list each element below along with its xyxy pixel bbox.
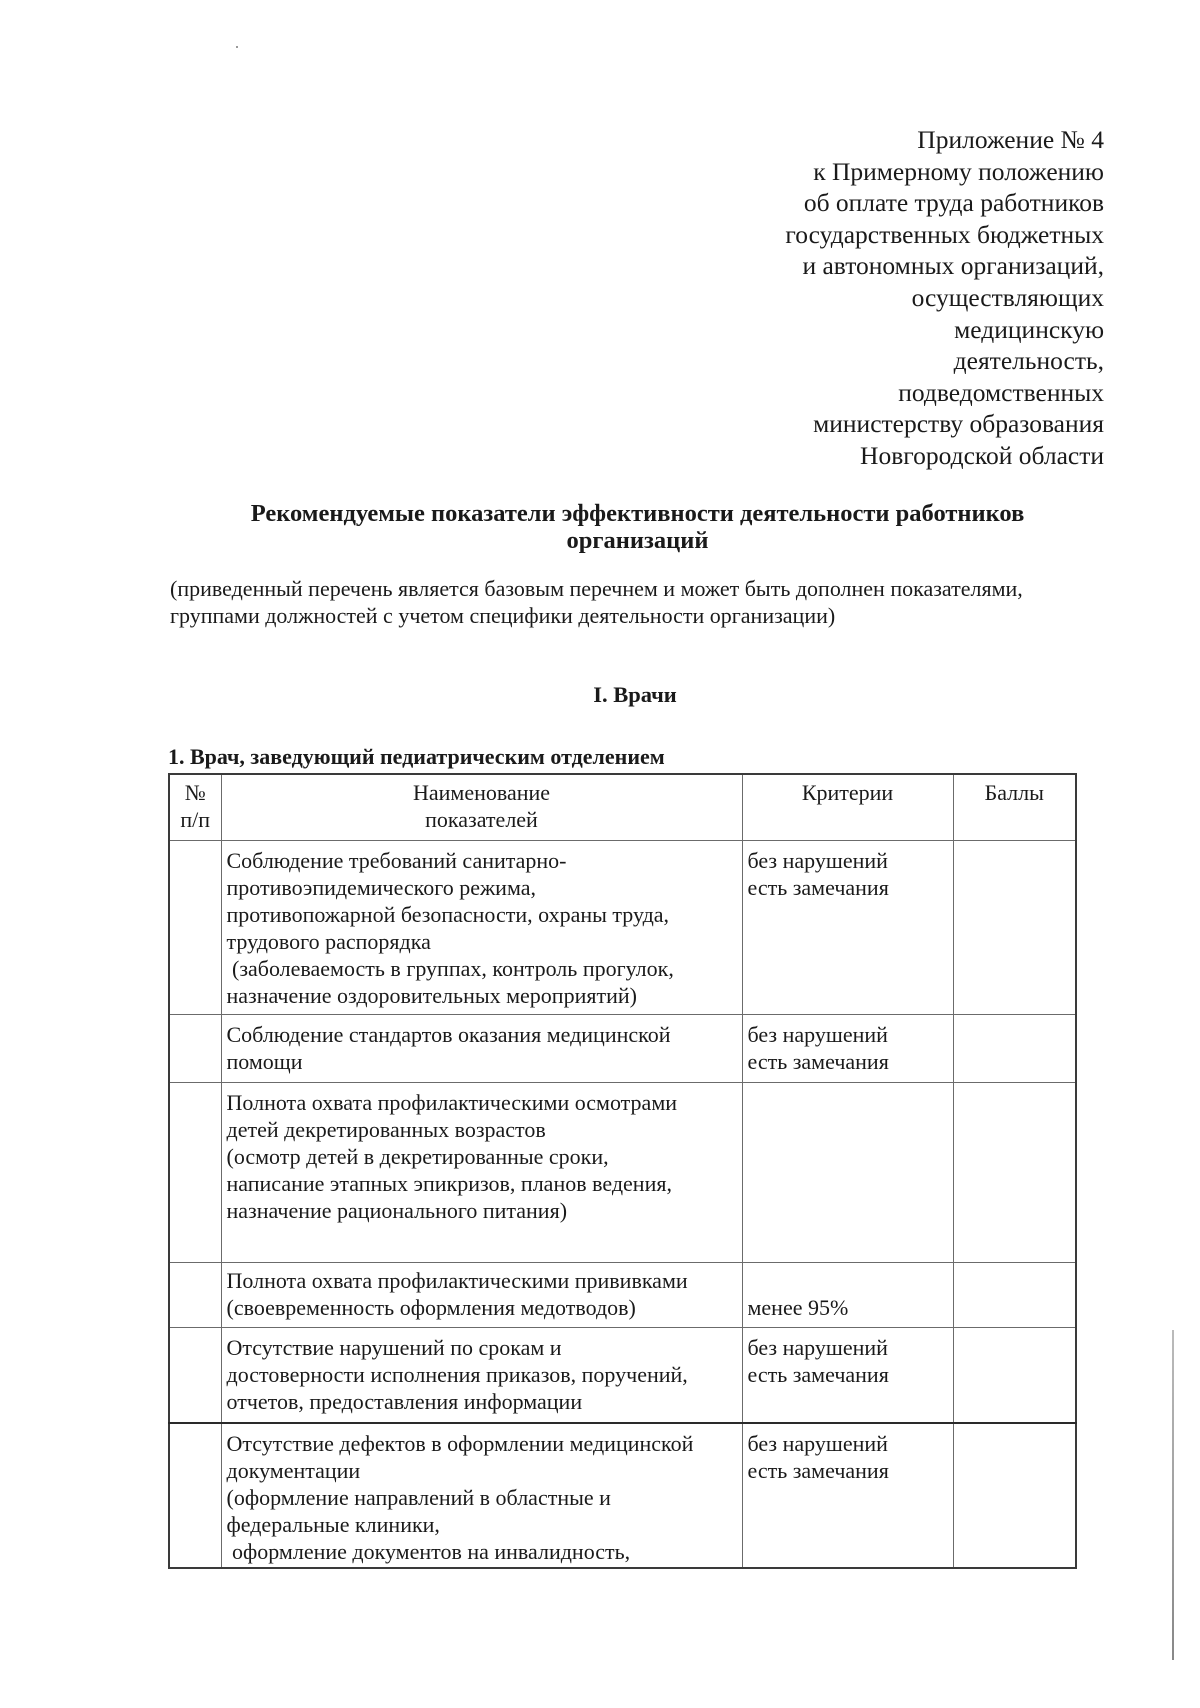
appendix-line: Приложение № 4 [917,125,1104,154]
header-points: Баллы [953,774,1076,841]
criteria-line: есть замечания [747,1049,889,1074]
name-line: Отсутствие нарушений по срокам и [226,1335,562,1360]
document-subtitle [170,575,1110,629]
row-points-cell [953,841,1076,1015]
name-line: Полнота охвата профилактическими прививками [226,1268,688,1293]
name-line: назначение рационального питания) [226,1198,568,1223]
name-line: помощи [226,1049,303,1074]
header-name-line: Наименование [412,780,551,805]
scan-edge-line [1172,1330,1174,1660]
header-name-line: показателей [425,807,538,832]
name-line: назначение оздоровительных мероприятий) [226,983,637,1008]
name-line: достоверности исполнения приказов, поручений, [226,1362,688,1387]
criteria-line: есть замечания [747,1457,889,1483]
criteria-line: без нарушений [747,1335,888,1360]
subtitle-line: (приведенный перечень является базовым перечнем и может быть дополнен показателями, [170,576,1023,601]
section-heading: I. Врачи [593,682,677,707]
row-name-cell [221,1083,742,1263]
row-criteria-cell [742,1328,953,1423]
name-line: противоэпидемического режима, [226,875,536,900]
name-line: оформление документов на инвалидность, [226,1538,631,1564]
name-line: (своевременность оформления медотводов) [226,1295,636,1320]
name-line: Отсутствие дефектов в оформлении медицинской [226,1430,694,1456]
name-line: противопожарной безопасности, охраны труда, [226,902,670,927]
title-line: организаций [566,527,709,554]
row-num-cell [169,841,221,1015]
criteria-line: менее 95% [747,1295,849,1320]
name-line: трудового распорядка [226,929,431,954]
table-row [169,1083,1076,1263]
table-row [169,1328,1076,1423]
row-num-cell [169,1328,221,1423]
row-name-cell [221,1015,742,1083]
header-criteria: Критерии [742,774,953,841]
criteria-line: без нарушений [747,1022,888,1047]
appendix-line: и автономных организаций, [802,251,1104,281]
row-criteria-cell [742,1015,953,1083]
appendix-line: медицинскую [954,314,1104,344]
row-name-cell [221,1423,742,1568]
scan-speck [236,46,238,48]
row-points-cell [953,1015,1076,1083]
criteria-line: есть замечания [747,1362,889,1387]
header-num-line: № [184,780,206,805]
appendix-line: государственных бюджетных [785,219,1104,249]
table-header-row [169,774,1076,841]
appendix-line: об оплате труда работников [803,188,1104,218]
row-criteria-cell [742,841,953,1015]
row-points-cell [953,1083,1076,1263]
row-num-cell [169,1423,221,1568]
name-line: детей декретированных возрастов [226,1117,546,1142]
appendix-line: министерству образования [813,409,1104,439]
name-line: Соблюдение требований санитарно- [226,848,567,873]
appendix-line: к Примерному положению [813,156,1104,186]
row-num-cell [169,1263,221,1328]
name-line: (заболеваемость в группах, контроль прогулок, [226,956,674,981]
name-line: документации [226,1457,361,1483]
table-row [169,1015,1076,1083]
name-line: федеральные клиники, [226,1511,440,1537]
header-num [169,774,221,841]
criteria-line: есть замечания [747,875,889,900]
appendix-line: осуществляющих [911,282,1104,312]
row-num-cell [169,1083,221,1263]
row-criteria-cell [742,1423,953,1568]
row-name-cell [221,1328,742,1423]
criteria-line: без нарушений [747,1430,888,1456]
name-line: (оформление направлений в областные и [226,1484,611,1510]
row-criteria-cell [742,1083,953,1263]
table-row [169,841,1076,1015]
subtitle-line: группами должностей с учетом специфики деятельности организации) [170,603,836,628]
table-row [169,1423,1076,1568]
title-line: Рекомендуемые показатели эффективности деятельности работников [250,500,1025,527]
row-num-cell [169,1015,221,1083]
row-criteria-cell [742,1263,953,1328]
name-line: отчетов, предоставления информации [226,1389,583,1414]
name-line: (осмотр детей в декретированные сроки, [226,1144,609,1169]
row-name-cell [221,841,742,1015]
table-caption: 1. Врач, заведующий педиатрическим отделением [168,744,665,769]
name-line: Полнота охвата профилактическими осмотрами [226,1090,678,1115]
row-points-cell [953,1423,1076,1568]
criteria-line: без нарушений [747,848,888,873]
appendix-line: Новгородской области [860,440,1104,470]
name-line: Соблюдение стандартов оказания медицинской [226,1022,671,1047]
indicators-table [168,773,1077,1569]
header-name [221,774,742,841]
row-points-cell [953,1263,1076,1328]
table-row [169,1263,1076,1328]
row-name-cell [221,1263,742,1328]
document-title [160,500,1115,554]
appendix-line: деятельность, [953,346,1104,376]
header-num-line: п/п [180,807,211,832]
name-line: написание этапных эпикризов, планов ведения, [226,1171,672,1196]
appendix-block [644,124,1104,472]
row-points-cell [953,1328,1076,1423]
appendix-line: подведомственных [898,377,1104,407]
